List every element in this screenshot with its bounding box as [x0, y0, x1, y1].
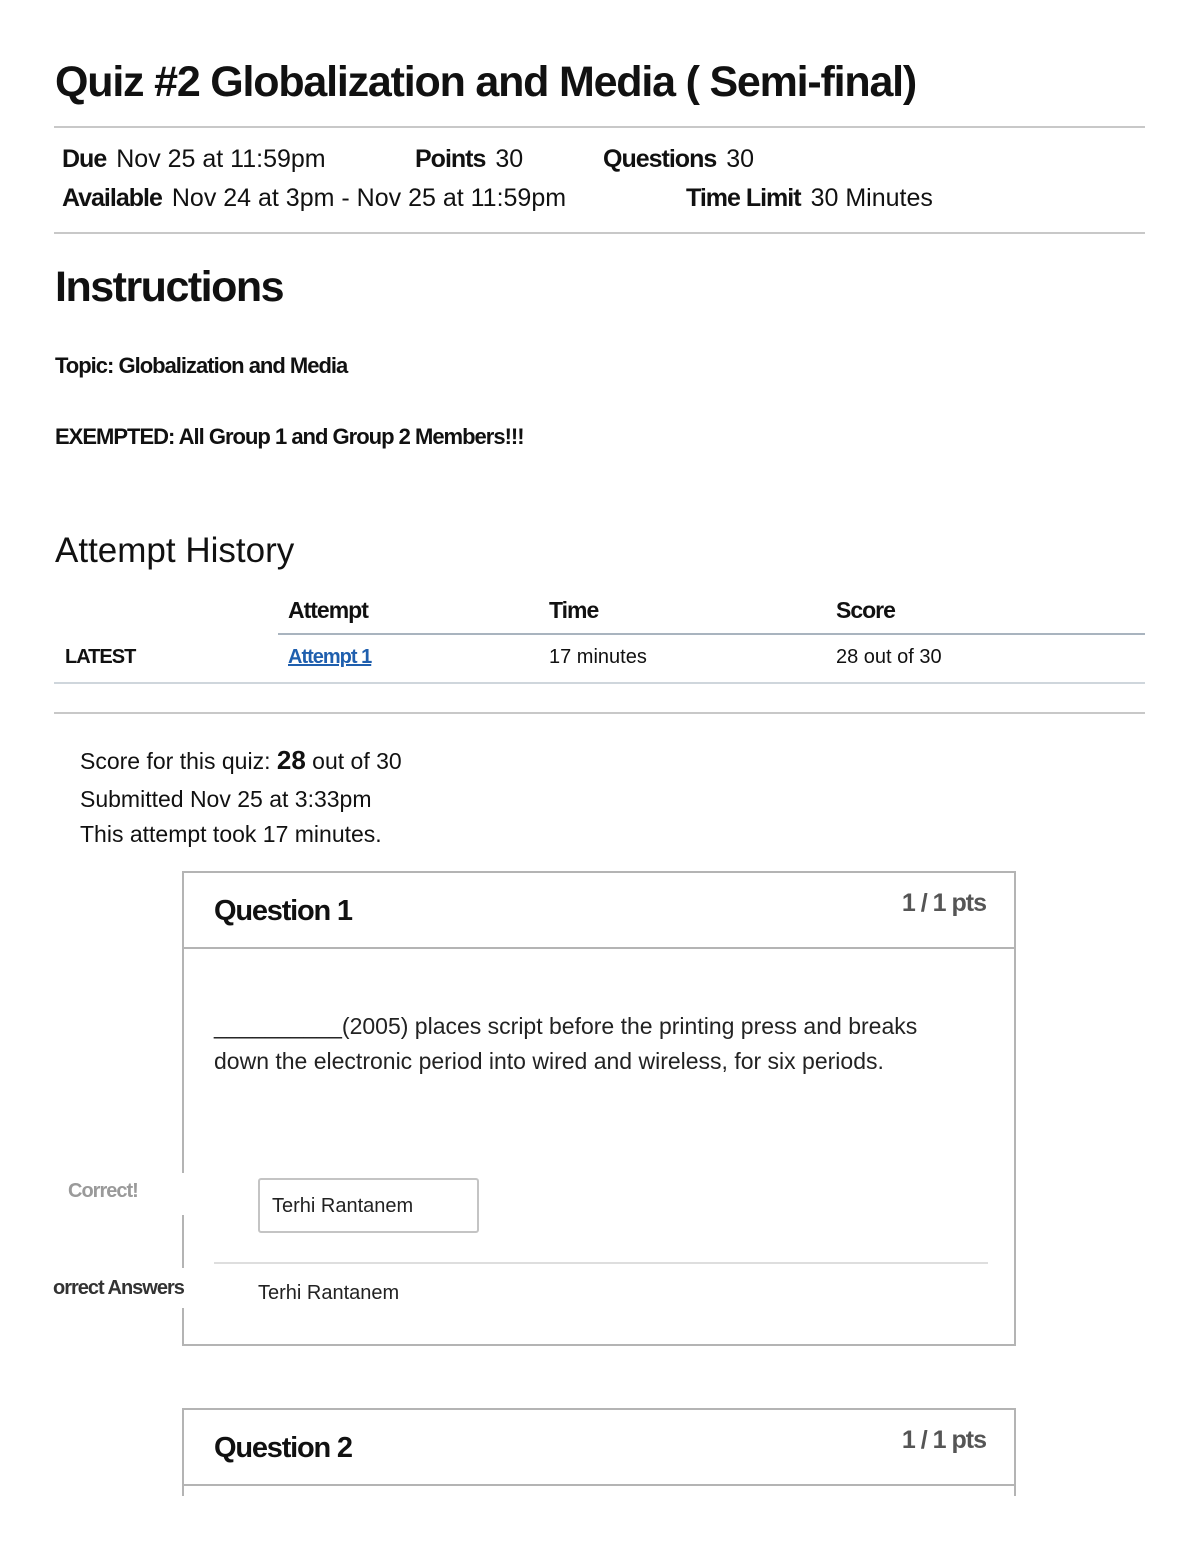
questions-value: 30 — [726, 145, 755, 173]
divider — [54, 126, 1145, 128]
table-row-rule — [54, 682, 1145, 684]
available-value: Nov 24 at 3pm - Nov 25 at 11:59pm — [171, 184, 567, 212]
question-title: Question 2 — [214, 1432, 352, 1464]
correct-answers-label: orrect Answers — [53, 1277, 184, 1299]
question-card — [182, 1408, 1016, 1508]
attempt-time: 17 minutes — [549, 646, 647, 668]
instructions-heading: Instructions — [55, 263, 284, 311]
answer-input[interactable]: Terhi Rantanem — [258, 1178, 479, 1233]
side-label-gap — [182, 1173, 186, 1215]
due-field — [62, 145, 326, 174]
due-label: Due — [62, 145, 107, 173]
points-label: Points — [415, 145, 486, 173]
time-limit-label: Time Limit — [686, 184, 801, 212]
question-header — [184, 1410, 1014, 1486]
question-title: Question 1 — [214, 895, 352, 927]
submitted-time: Submitted Nov 25 at 3:33pm — [80, 786, 372, 812]
question-header — [184, 873, 1014, 949]
points-value: 30 — [495, 145, 524, 173]
question-points: 1 / 1 pts — [901, 889, 986, 917]
attempt-score: 28 out of 30 — [836, 646, 942, 668]
question-points: 1 / 1 pts — [901, 1426, 986, 1454]
available-field — [62, 184, 566, 213]
divider — [54, 232, 1145, 234]
question-card — [182, 871, 1016, 1346]
column-header-attempt: Attempt — [288, 597, 368, 623]
attempt-history-heading: Attempt History — [55, 531, 295, 570]
correct-status-label: Correct! — [68, 1180, 138, 1202]
score-prefix: Score for this quiz: — [80, 748, 271, 774]
attempt-1-link[interactable]: Attempt 1 — [288, 646, 372, 668]
score-suffix: out of 30 — [312, 748, 402, 774]
page-bottom-margin — [0, 1496, 1200, 1553]
attempt-duration: This attempt took 17 minutes. — [80, 821, 382, 847]
time-limit-value: 30 Minutes — [810, 184, 933, 212]
table-header-rule — [278, 633, 1145, 635]
answer-separator — [214, 1262, 988, 1264]
questions-label: Questions — [603, 145, 717, 173]
quiz-title: Quiz #2 Globalization and Media ( Semi-final) — [55, 58, 917, 106]
score-value: 28 — [276, 745, 306, 775]
divider — [54, 712, 1145, 714]
instructions-topic: Topic: Globalization and Media — [55, 353, 348, 378]
latest-label: LATEST — [65, 646, 136, 668]
due-value: Nov 25 at 11:59pm — [116, 145, 326, 173]
instructions-exempted: EXEMPTED: All Group 1 and Group 2 Members!!! — [55, 424, 524, 449]
correct-answer-value: Terhi Rantanem — [258, 1282, 400, 1304]
quiz-score — [80, 745, 402, 776]
time-limit-field — [686, 184, 933, 213]
column-header-time: Time — [549, 597, 599, 623]
available-label: Available — [62, 184, 162, 212]
questions-field — [603, 145, 754, 174]
points-field — [415, 145, 523, 174]
question-text: __________(2005) places script before the printing press and breaks down the electronic period into wired and wireless, for six periods. — [214, 1013, 918, 1074]
column-header-score: Score — [836, 597, 895, 623]
